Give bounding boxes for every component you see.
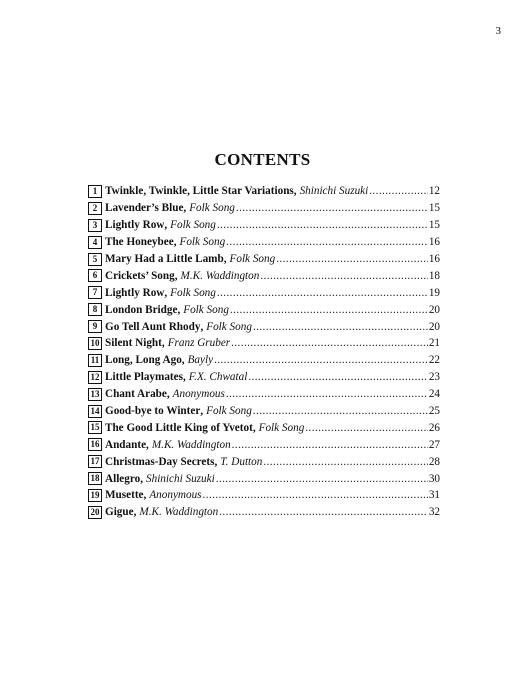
entry-composer: Folk Song [183,303,229,316]
entry-page-number: 15 [428,219,440,232]
toc-entry [88,301,440,318]
entry-separator: , [183,202,187,215]
dot-leader [217,219,428,231]
entry-separator: , [200,405,204,418]
dot-leader [226,236,428,248]
entry-page-number: 30 [428,472,440,485]
entry-title: Gigue [105,506,134,519]
entry-composer: Folk Song [170,219,216,232]
dot-leader [216,473,428,485]
entry-separator: , [140,472,144,485]
toc-entry [88,453,440,470]
entry-number-box: 11 [88,354,102,367]
dot-leader [305,422,428,434]
entry-page-number: 16 [428,236,440,249]
dot-leader [260,270,427,282]
toc-entry [88,284,440,301]
entry-number-box: 5 [88,253,102,266]
entry-composer: Folk Song [206,405,252,418]
entry-composer: F.X. Chwatal [188,371,248,384]
entry-separator: , [293,185,297,198]
entry-page-number: 26 [428,421,440,434]
toc-entry [88,470,440,487]
dot-leader [230,304,428,316]
entry-number-box: 19 [88,489,102,502]
entry-separator: , [161,337,165,350]
entry-number-box: 9 [88,320,102,333]
entry-title: Go Tell Aunt Rhody [105,320,201,333]
toc-entry [88,335,440,352]
toc-entry [88,267,440,284]
dot-leader [263,456,427,468]
entry-page-number: 32 [428,506,440,519]
dot-leader [276,253,428,265]
entry-separator: , [143,489,147,502]
dot-leader [219,506,428,518]
toc-entry [88,217,440,234]
entry-page-number: 16 [428,253,440,265]
entry-title: Lavender’s Blue [105,202,184,215]
entry-number-box: 1 [88,185,102,198]
entry-composer: Folk Song [170,286,216,299]
entry-title: Lightly Row [105,286,165,299]
dot-leader [248,371,427,383]
entry-title: Allegro [105,472,141,485]
entry-title: Twinkle, Twinkle, Little Star Variations [105,185,294,198]
entry-title: The Good Little King of Yvetot [105,421,253,434]
dot-leader [217,287,428,299]
dot-leader [203,489,428,501]
entry-page-number: 20 [428,303,440,316]
entry-page-number: 19 [428,286,440,299]
entry-separator: , [174,269,178,282]
entry-title: Little Playmates [105,371,183,384]
toc-entry [88,386,440,403]
entry-page-number: 27 [428,438,440,451]
entry-page-number: 22 [428,354,440,367]
entry-number-box: 18 [88,472,102,485]
entry-composer: Folk Song [229,253,276,265]
toc-entry [88,183,440,200]
entry-separator: , [164,286,168,299]
entry-number-box: 13 [88,388,102,401]
dot-leader [231,337,428,349]
entry-number-box: 2 [88,202,102,215]
entry-composer: M.K. Waddington [151,438,231,451]
toc-entry [88,436,440,453]
entry-title: Lightly Row [105,219,165,232]
entry-composer: T. Dutton [220,455,263,468]
contents-heading: CONTENTS [214,150,311,169]
entry-composer: Folk Song [189,202,235,215]
dot-leader [232,439,428,451]
entry-number-box: 12 [88,371,102,384]
entry-composer: M.K. Waddington [180,269,260,282]
entry-title: Chant Arabe [105,388,167,401]
entry-separator: , [181,354,185,367]
entry-title: The Honeybee [105,236,174,249]
entry-composer: M.K. Waddington [139,506,219,519]
entry-number-box: 17 [88,455,102,468]
toc-entry [88,504,440,521]
entry-title: Christmas-Day Secrets [105,455,215,468]
table-of-contents [88,183,440,521]
toc-entry [88,487,440,504]
entry-separator: , [146,438,149,451]
entry-title: Silent Night [105,337,162,350]
entry-title: Mary Had a Little Lamb [105,253,224,265]
entry-separator: , [173,236,177,249]
entry-composer: Folk Song [258,421,305,434]
entry-separator: , [133,506,137,519]
entry-number-box: 8 [88,303,102,316]
dot-leader [253,405,428,417]
entry-separator: , [164,219,168,232]
entry-separator: , [214,455,218,468]
entry-page-number: 20 [428,320,440,333]
entry-page-number: 18 [428,269,440,282]
toc-entry [88,369,440,386]
entry-number-box: 15 [88,421,102,434]
entry-number-box: 16 [88,438,102,451]
entry-page-number: 24 [428,388,440,401]
entry-number-box: 20 [88,506,102,519]
entry-separator: , [252,421,256,434]
entry-composer: Shinichi Suzuki [146,472,215,485]
entry-page-number: 15 [428,202,440,215]
entry-separator: , [200,320,204,333]
entry-page-number: 23 [428,371,440,384]
entry-page-number: 21 [428,337,440,350]
entry-page-number: 12 [428,185,440,198]
entry-title: Musette [105,489,144,502]
entry-separator: , [182,371,186,384]
entry-composer: Franz Gruber [167,337,231,350]
entry-page-number: 25 [428,405,440,418]
page-number: 3 [495,25,501,37]
entry-composer: Anonymous [149,489,202,502]
entry-title: Long, Long Ago [105,354,182,367]
entry-composer: Folk Song [179,236,226,249]
entry-page-number: 31 [428,489,440,502]
entry-separator: , [166,388,170,401]
dot-leader [214,354,428,366]
toc-entry [88,251,440,268]
entry-composer: Bayly [187,354,214,367]
toc-entry [88,234,440,251]
entry-number-box: 4 [88,236,102,249]
entry-number-box: 14 [88,405,102,418]
entry-composer: Anonymous [172,388,225,401]
toc-entry [88,419,440,436]
toc-entry [88,403,440,420]
entry-separator: , [177,303,181,316]
entry-title: Andante [105,438,147,451]
toc-entry [88,200,440,217]
toc-entry [88,352,440,369]
entry-title: Good-bye to Winter [105,405,201,418]
entry-number-box: 3 [88,219,102,232]
dot-leader [226,388,428,400]
dot-leader [236,202,428,214]
entry-number-box: 10 [88,337,102,350]
entry-page-number: 28 [428,455,440,468]
entry-number-box: 7 [88,286,102,299]
entry-separator: , [223,253,227,265]
toc-entry [88,318,440,335]
entry-composer: Folk Song [206,320,252,333]
dot-leader [369,185,428,197]
entry-title: Crickets’ Song [105,269,175,282]
entry-title: London Bridge [105,303,178,316]
entry-number-box: 6 [88,269,102,282]
dot-leader [253,321,428,333]
entry-composer: Shinichi Suzuki [299,185,369,198]
